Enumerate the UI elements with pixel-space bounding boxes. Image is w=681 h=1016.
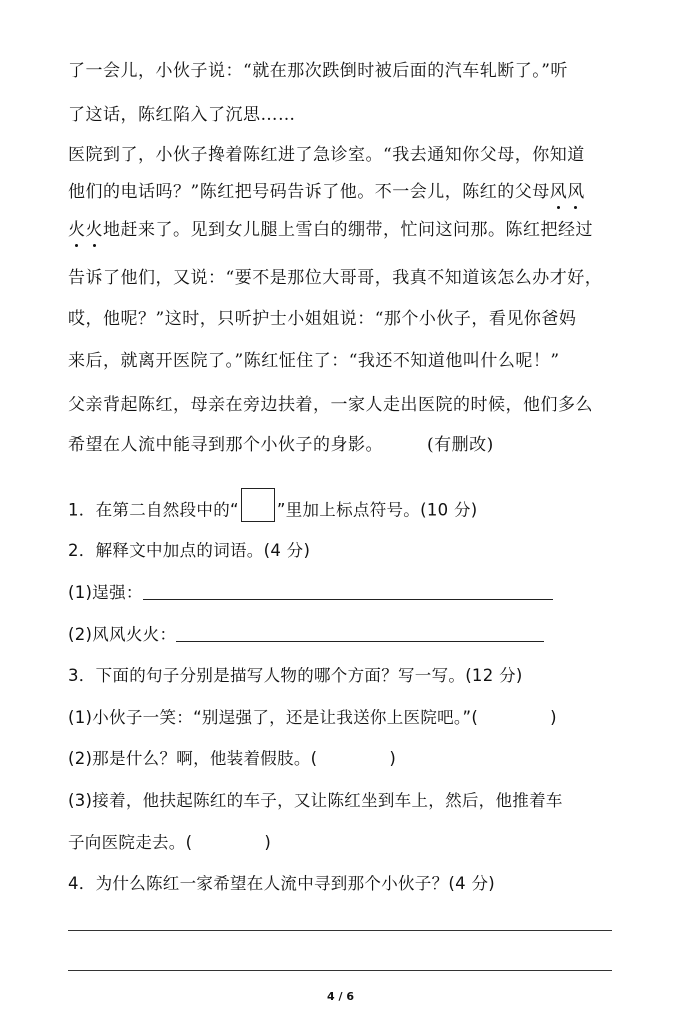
answer-line[interactable]: [176, 640, 544, 642]
passage-line-5-text: 地赶来了。见到女儿腿上雪白的绷带，忙问这问那。陈红把经过: [103, 220, 593, 240]
dotted-char: 火: [68, 215, 86, 240]
passage-line-9: 父亲背起陈红，母亲在旁边扶着，一家人走出医院的时候，他们多么: [68, 395, 593, 415]
question-2-1: [68, 579, 553, 603]
passage-line-8: 来后，就离开医院了。”陈红怔住了：“我还不知道他叫什么呢！”: [68, 351, 560, 371]
passage-line-4: [68, 177, 585, 202]
question-2: 2．解释文中加点的词语。(4 分): [68, 541, 311, 560]
passage-line-3: 医院到了，小伙子搀着陈红进了急诊室。“我去通知你父母，你知道: [68, 145, 585, 165]
question-1: [68, 494, 478, 528]
passage-line-4-text: 他们的电话吗？”陈红把号码告诉了他。不一会儿，陈红的父母: [68, 182, 550, 202]
question-3-3a: (3)接着，他扶起陈红的车子，又让陈红坐到车上，然后，他推着车: [68, 791, 563, 810]
answer-line[interactable]: [143, 598, 553, 600]
close-paren: ): [550, 708, 557, 727]
passage-line-6: 告诉了他们，又说：“要不是那位大哥哥，我真不知道该怎么办才好，: [68, 268, 603, 288]
dotted-char: 风: [567, 177, 585, 202]
source-note: (有删改): [427, 435, 494, 455]
question-3: 3．下面的句子分别是描写人物的哪个方面？写一写。(12 分): [68, 666, 523, 685]
question-3-1: [68, 704, 557, 728]
close-paren: ): [389, 749, 397, 768]
question-3-1-text: (1)小伙子一笑：“别逞强了，还是让我送你上医院吧。”(: [68, 708, 479, 727]
question-3-2-text: (2)那是什么？啊，他装着假肢。(: [68, 749, 318, 768]
dotted-char: 火: [86, 215, 104, 240]
answer-line[interactable]: [68, 930, 612, 931]
close-paren: ): [264, 833, 272, 852]
question-3-3b: [68, 829, 271, 853]
passage-line-10: [68, 430, 494, 455]
passage-line-5: [68, 215, 593, 240]
question-3-2: [68, 745, 396, 769]
page-number: 4 / 6: [327, 990, 354, 1003]
question-4: 4．为什么陈红一家希望在人流中寻到那个小伙子？(4 分): [68, 874, 496, 893]
passage-line-7: 哎，他呢？”这时，只听护士小姐姐说：“那个小伙子，看见你爸妈: [68, 309, 577, 329]
question-3-3-text: 子向医院走去。(: [68, 833, 193, 852]
answer-line[interactable]: [68, 970, 612, 971]
question-2-2: [68, 621, 544, 645]
question-2-1-label: (1)逞强：: [68, 583, 143, 602]
passage-line-10-text: 希望在人流中能寻到那个小伙子的身影。: [68, 435, 383, 455]
passage-line-1: 了一会儿，小伙子说：“就在那次跌倒时被后面的汽车轧断了。”听: [68, 61, 568, 81]
punctuation-answer-box[interactable]: [241, 488, 275, 522]
question-2-2-label: (2)风风火火：: [68, 625, 177, 644]
question-1-prefix: 1．在第二自然段中的“: [68, 500, 239, 520]
passage-line-2: 了这话，陈红陷入了沉思……: [68, 105, 296, 125]
question-1-suffix: ”里加上标点符号。(10 分): [276, 500, 478, 520]
dotted-char: 风: [550, 177, 568, 202]
